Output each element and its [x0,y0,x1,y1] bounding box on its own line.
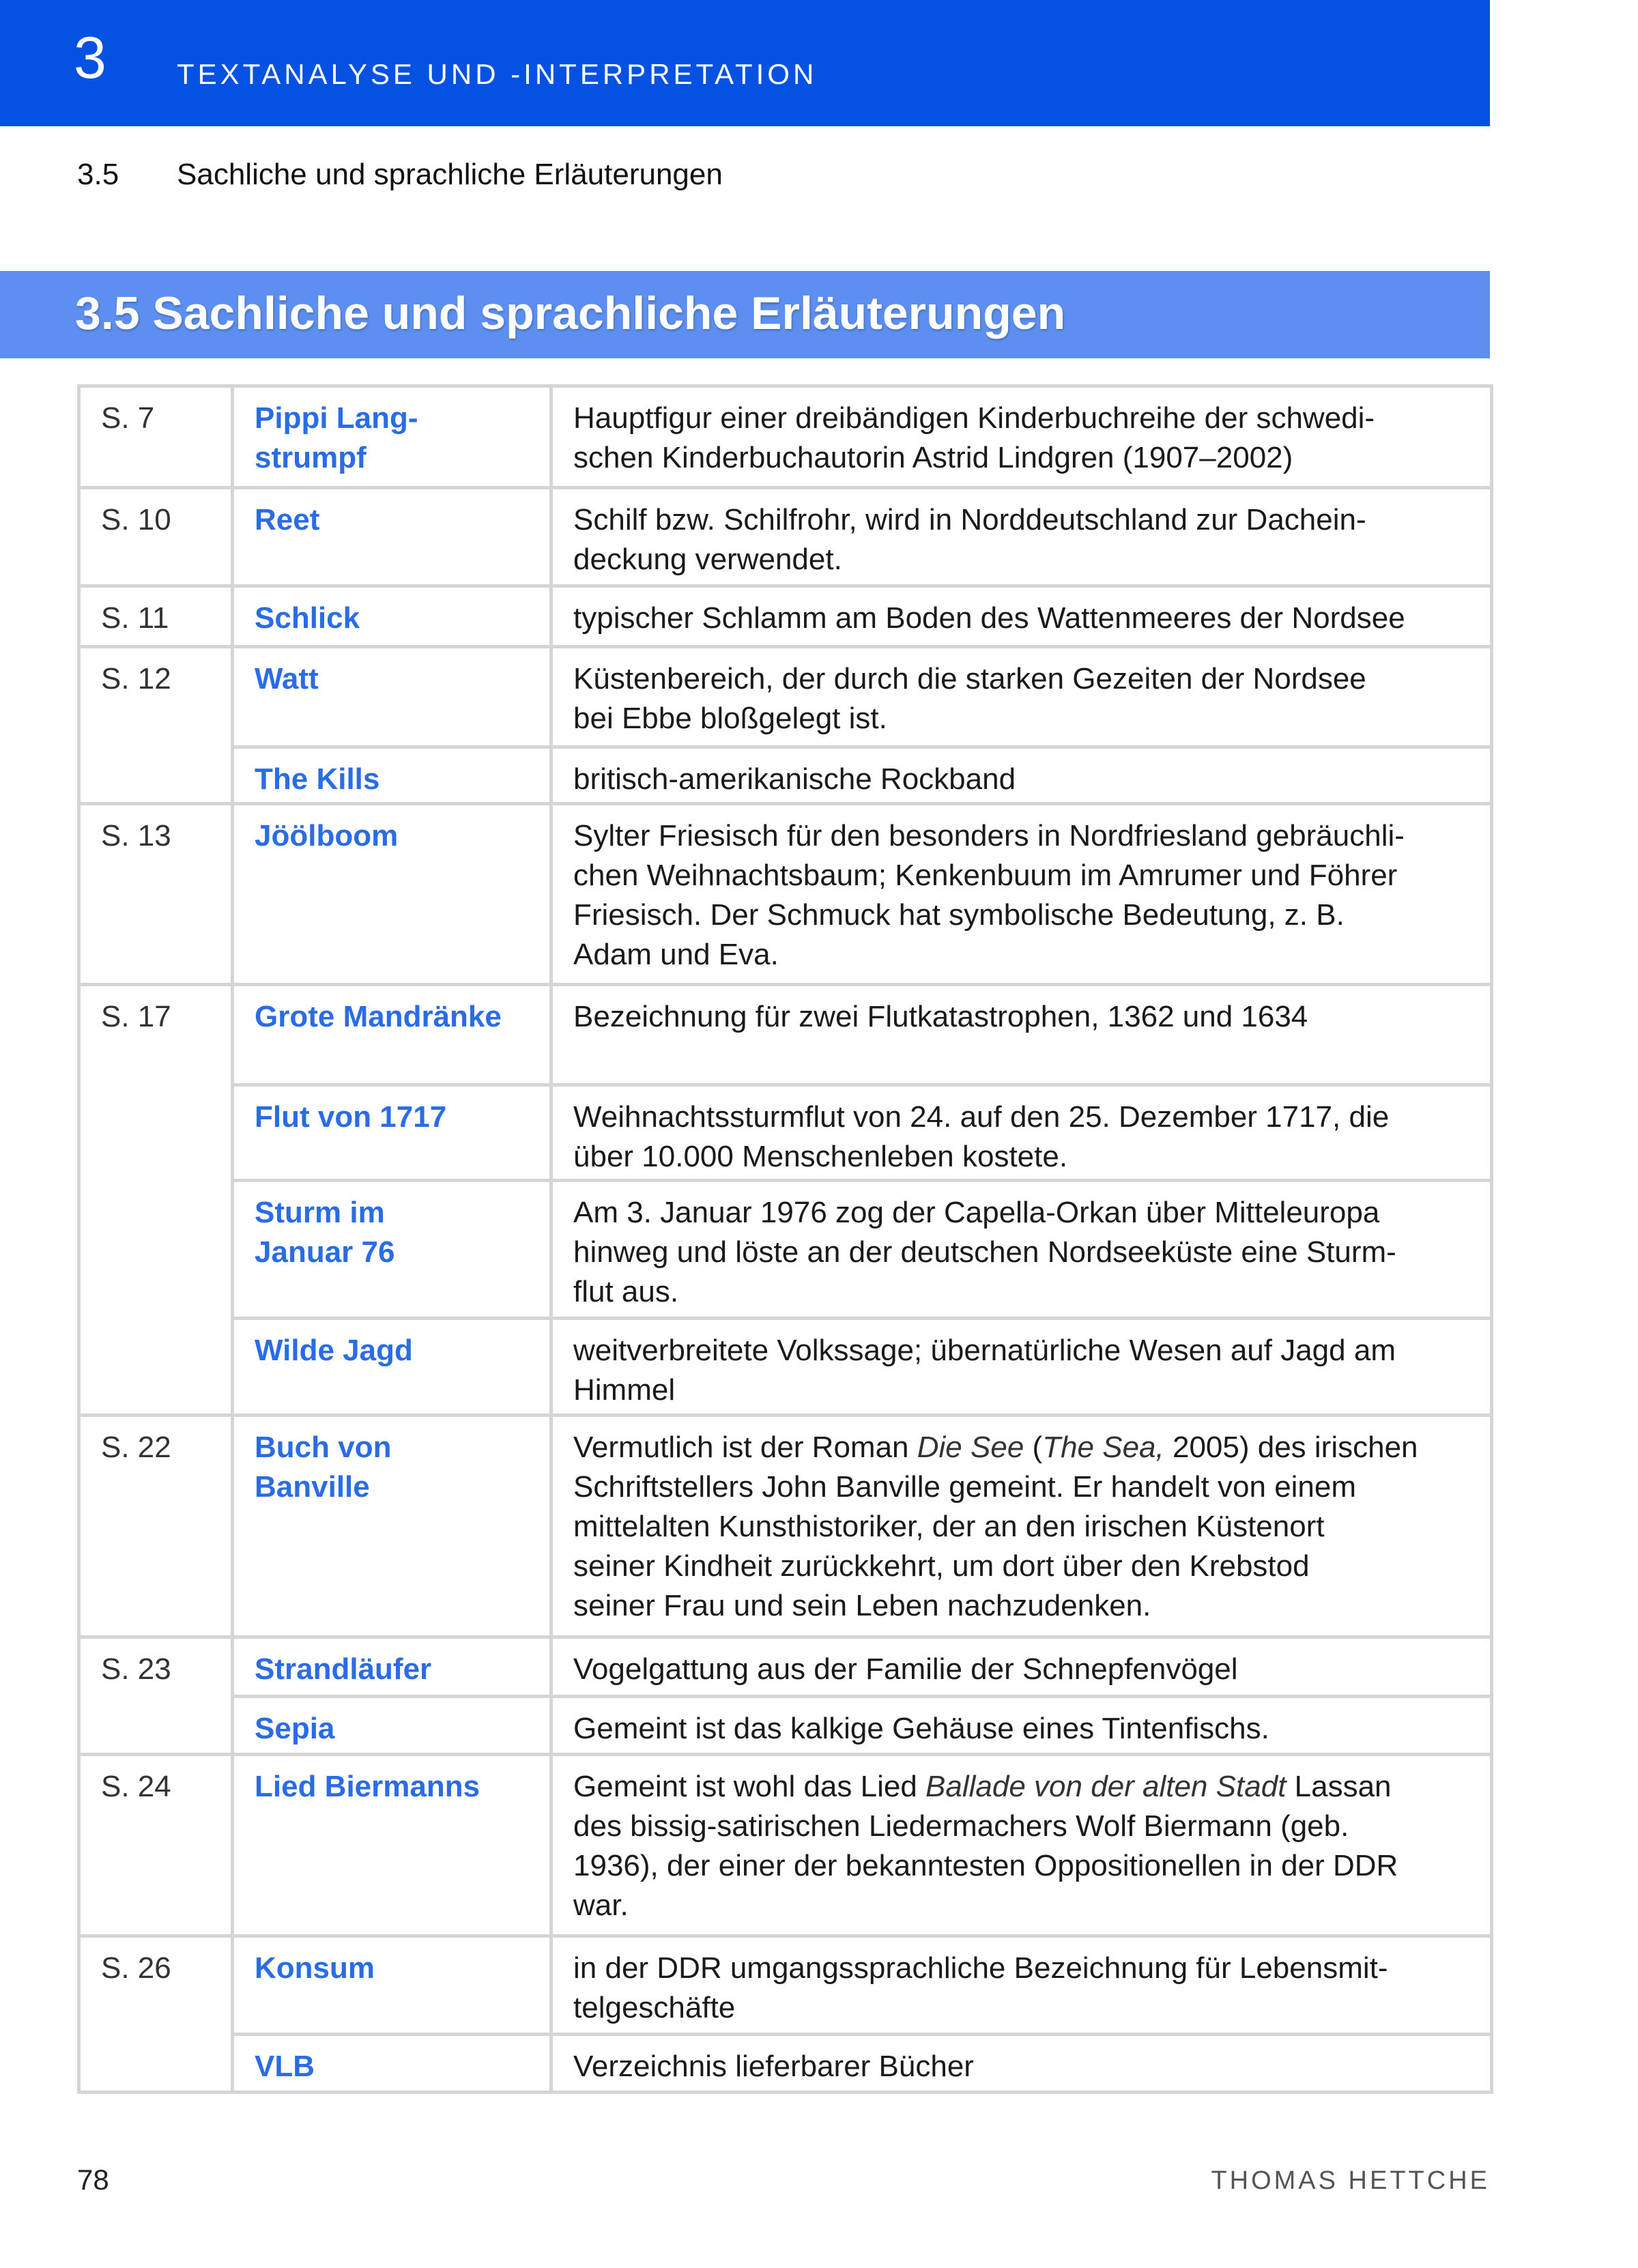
description-cell [551,386,1492,488]
term-text: Jöölboom [255,819,399,852]
term-cell [233,386,551,488]
table-row [79,1181,1492,1319]
page-reference: S. 24 [79,1755,233,1936]
description-line: 1936), der einer der bekanntesten Oppositionellen in der DDR [573,1849,1398,1882]
term-text: Reet [255,503,320,536]
description-text: 2005) des irischen [1164,1431,1418,1464]
description-line: Hauptfigur einer dreibändigen Kinderbuchreihe der schwedi- [573,401,1375,435]
description-line: Gemeint ist das kalkige Gehäuse eines Tintenfischs. [573,1712,1269,1745]
description-cell [551,586,1492,647]
page-reference: S. 7 [79,386,233,488]
description-line: Weihnachtssturmflut von 24. auf den 25. Dezember 1717, die [573,1100,1390,1134]
table-row [79,1319,1492,1416]
section-title: 3.5 Sachliche und sprachliche Erläuterungen [75,287,1066,339]
description-line: Himmel [573,1373,676,1407]
description-cell [551,1319,1492,1416]
term-cell [233,2035,551,2093]
term-text: The Kills [255,762,380,796]
description-text: ( [1024,1431,1043,1464]
italic-title: The Sea, [1042,1431,1164,1464]
description-line: Verzeichnis lieferbarer Bücher [573,2050,974,2083]
description-line: schen Kinderbuchautorin Astrid Lindgren (1907–2002) [573,441,1293,474]
chapter-header-bar [0,0,1490,126]
term-text: Sturm im [255,1196,385,1229]
table-row [79,985,1492,1085]
description-line: britisch-amerikanische Rockband [573,762,1016,796]
term-text: Strandläufer [255,1652,432,1686]
description-line: seiner Kindheit zurückkehrt, um dort über den Krebstod [573,1549,1310,1583]
chapter-title: TEXTANALYSE UND -INTERPRETATION [177,58,818,90]
description-line: bei Ebbe bloßgelegt ist. [573,702,887,735]
term-cell [233,804,551,985]
chapter-number: 3 [74,25,106,91]
page-number: 78 [77,2164,109,2196]
description-text: Vermutlich ist der Roman [573,1431,917,1464]
description-line: Sylter Friesisch für den besonders in Nordfriesland gebräuchli- [573,819,1405,852]
table-row [79,804,1492,985]
term-text: Schlick [255,601,360,635]
term-text: Lied Biermanns [255,1770,480,1803]
term-cell [233,747,551,804]
table-row [79,2035,1492,2093]
description-line: des bissig-satirischen Liedermachers Wolf Biermann (geb. [573,1809,1349,1843]
description-line: weitverbreitete Volkssage; übernatürliche Wesen auf Jagd am [573,1334,1396,1367]
term-cell [233,985,551,1085]
description-line: typischer Schlamm am Boden des Wattenmeeres der Nordsee [573,601,1405,635]
table-row [79,1085,1492,1181]
description-line: chen Weihnachtsbaum; Kenkenbuum im Amrumer und Föhrer [573,859,1398,892]
italic-title: Ballade von der alten Stadt [925,1770,1287,1803]
description-text: Lassan [1286,1770,1392,1803]
section-band [0,271,1490,358]
description-cell [551,1755,1492,1936]
description-line: in der DDR umgangssprachliche Bezeichnung für Lebensmit- [573,1951,1388,1985]
term-text: Buch von [255,1431,392,1464]
description-line: Küstenbereich, der durch die starken Gezeiten der Nordsee [573,662,1366,695]
term-cell [233,1697,551,1755]
page-reference: S. 23 [79,1637,233,1755]
running-head-title: Sachliche und sprachliche Erläuterungen [177,158,723,191]
description-line: seiner Frau und sein Leben nachzudenken. [573,1589,1151,1622]
running-head-number: 3.5 [77,158,119,191]
description-line: Am 3. Januar 1976 zog der Capella-Orkan über Mitteleuropa [573,1196,1380,1229]
term-cell [233,1181,551,1319]
description-line: Schriftstellers John Banville gemeint. Er handelt von einem [573,1470,1357,1504]
description-line: hinweg und löste an der deutschen Nordseeküste eine Sturm- [573,1235,1396,1269]
description-cell [551,1697,1492,1755]
description-line: Bezeichnung für zwei Flutkatastrophen, 1362 und 1634 [573,1000,1308,1033]
description-cell [551,1637,1492,1697]
table-row [79,1755,1492,1936]
term-cell [233,488,551,586]
description-line: mittelalten Kunsthistoriker, der an den irischen Küstenort [573,1510,1325,1543]
table-row [79,1697,1492,1755]
description-cell [551,488,1492,586]
table-row [79,747,1492,804]
page-reference: S. 11 [79,586,233,647]
description-cell [551,747,1492,804]
description-cell [551,1936,1492,2035]
description-cell [551,804,1492,985]
description-line: flut aus. [573,1275,679,1308]
table-row [79,1637,1492,1697]
term-text: Wilde Jagd [255,1334,413,1367]
glossary-table [77,384,1493,2094]
author-name: THOMAS HETTCHE [1211,2166,1490,2195]
description-line: Friesisch. Der Schmuck hat symbolische Bedeutung, z. B. [573,898,1345,932]
table-row [79,586,1492,647]
term-cell [233,1755,551,1936]
description-line: Adam und Eva. [573,938,779,971]
description-line: deckung verwendet. [573,543,842,576]
description-cell [551,985,1492,1085]
description-cell [551,1085,1492,1181]
page-reference: S. 22 [79,1416,233,1637]
term-cell [233,1416,551,1637]
term-text: Konsum [255,1951,375,1985]
description-cell [551,647,1492,747]
term-cell [233,586,551,647]
page-reference: S. 13 [79,804,233,985]
page-reference: S. 26 [79,1936,233,2093]
term-text: Pippi Lang- [255,401,418,435]
description-line: Vogelgattung aus der Familie der Schnepfenvögel [573,1652,1238,1686]
description-line: telgeschäfte [573,1991,736,2024]
term-text: Flut von 1717 [255,1100,447,1134]
term-text: strumpf [255,441,367,474]
term-text: Grote Mandränke [255,1000,502,1033]
term-text: VLB [255,2050,315,2083]
description-cell [551,2035,1492,2093]
term-text: Januar 76 [255,1235,395,1269]
term-cell [233,1637,551,1697]
term-cell [233,1319,551,1416]
term-cell [233,647,551,747]
page-reference: S. 12 [79,647,233,804]
page-reference: S. 10 [79,488,233,586]
table-row [79,1936,1492,2035]
term-text: Sepia [255,1712,335,1745]
description-line: war. [573,1889,629,1922]
table-row [79,1416,1492,1637]
table-row [79,647,1492,747]
page-reference: S. 17 [79,985,233,1416]
description-line: Schilf bzw. Schilfrohr, wird in Norddeutschland zur Dachein- [573,503,1366,536]
description-cell [551,1181,1492,1319]
description-cell [551,1416,1492,1637]
table-row [79,488,1492,586]
table-row [79,386,1492,488]
description-line: über 10.000 Menschenleben kostete. [573,1140,1068,1173]
term-text: Banville [255,1470,370,1504]
term-cell [233,1936,551,2035]
italic-title: Die See [917,1431,1024,1464]
term-cell [233,1085,551,1181]
term-text: Watt [255,662,319,695]
description-text: Gemeint ist wohl das Lied [573,1770,926,1803]
